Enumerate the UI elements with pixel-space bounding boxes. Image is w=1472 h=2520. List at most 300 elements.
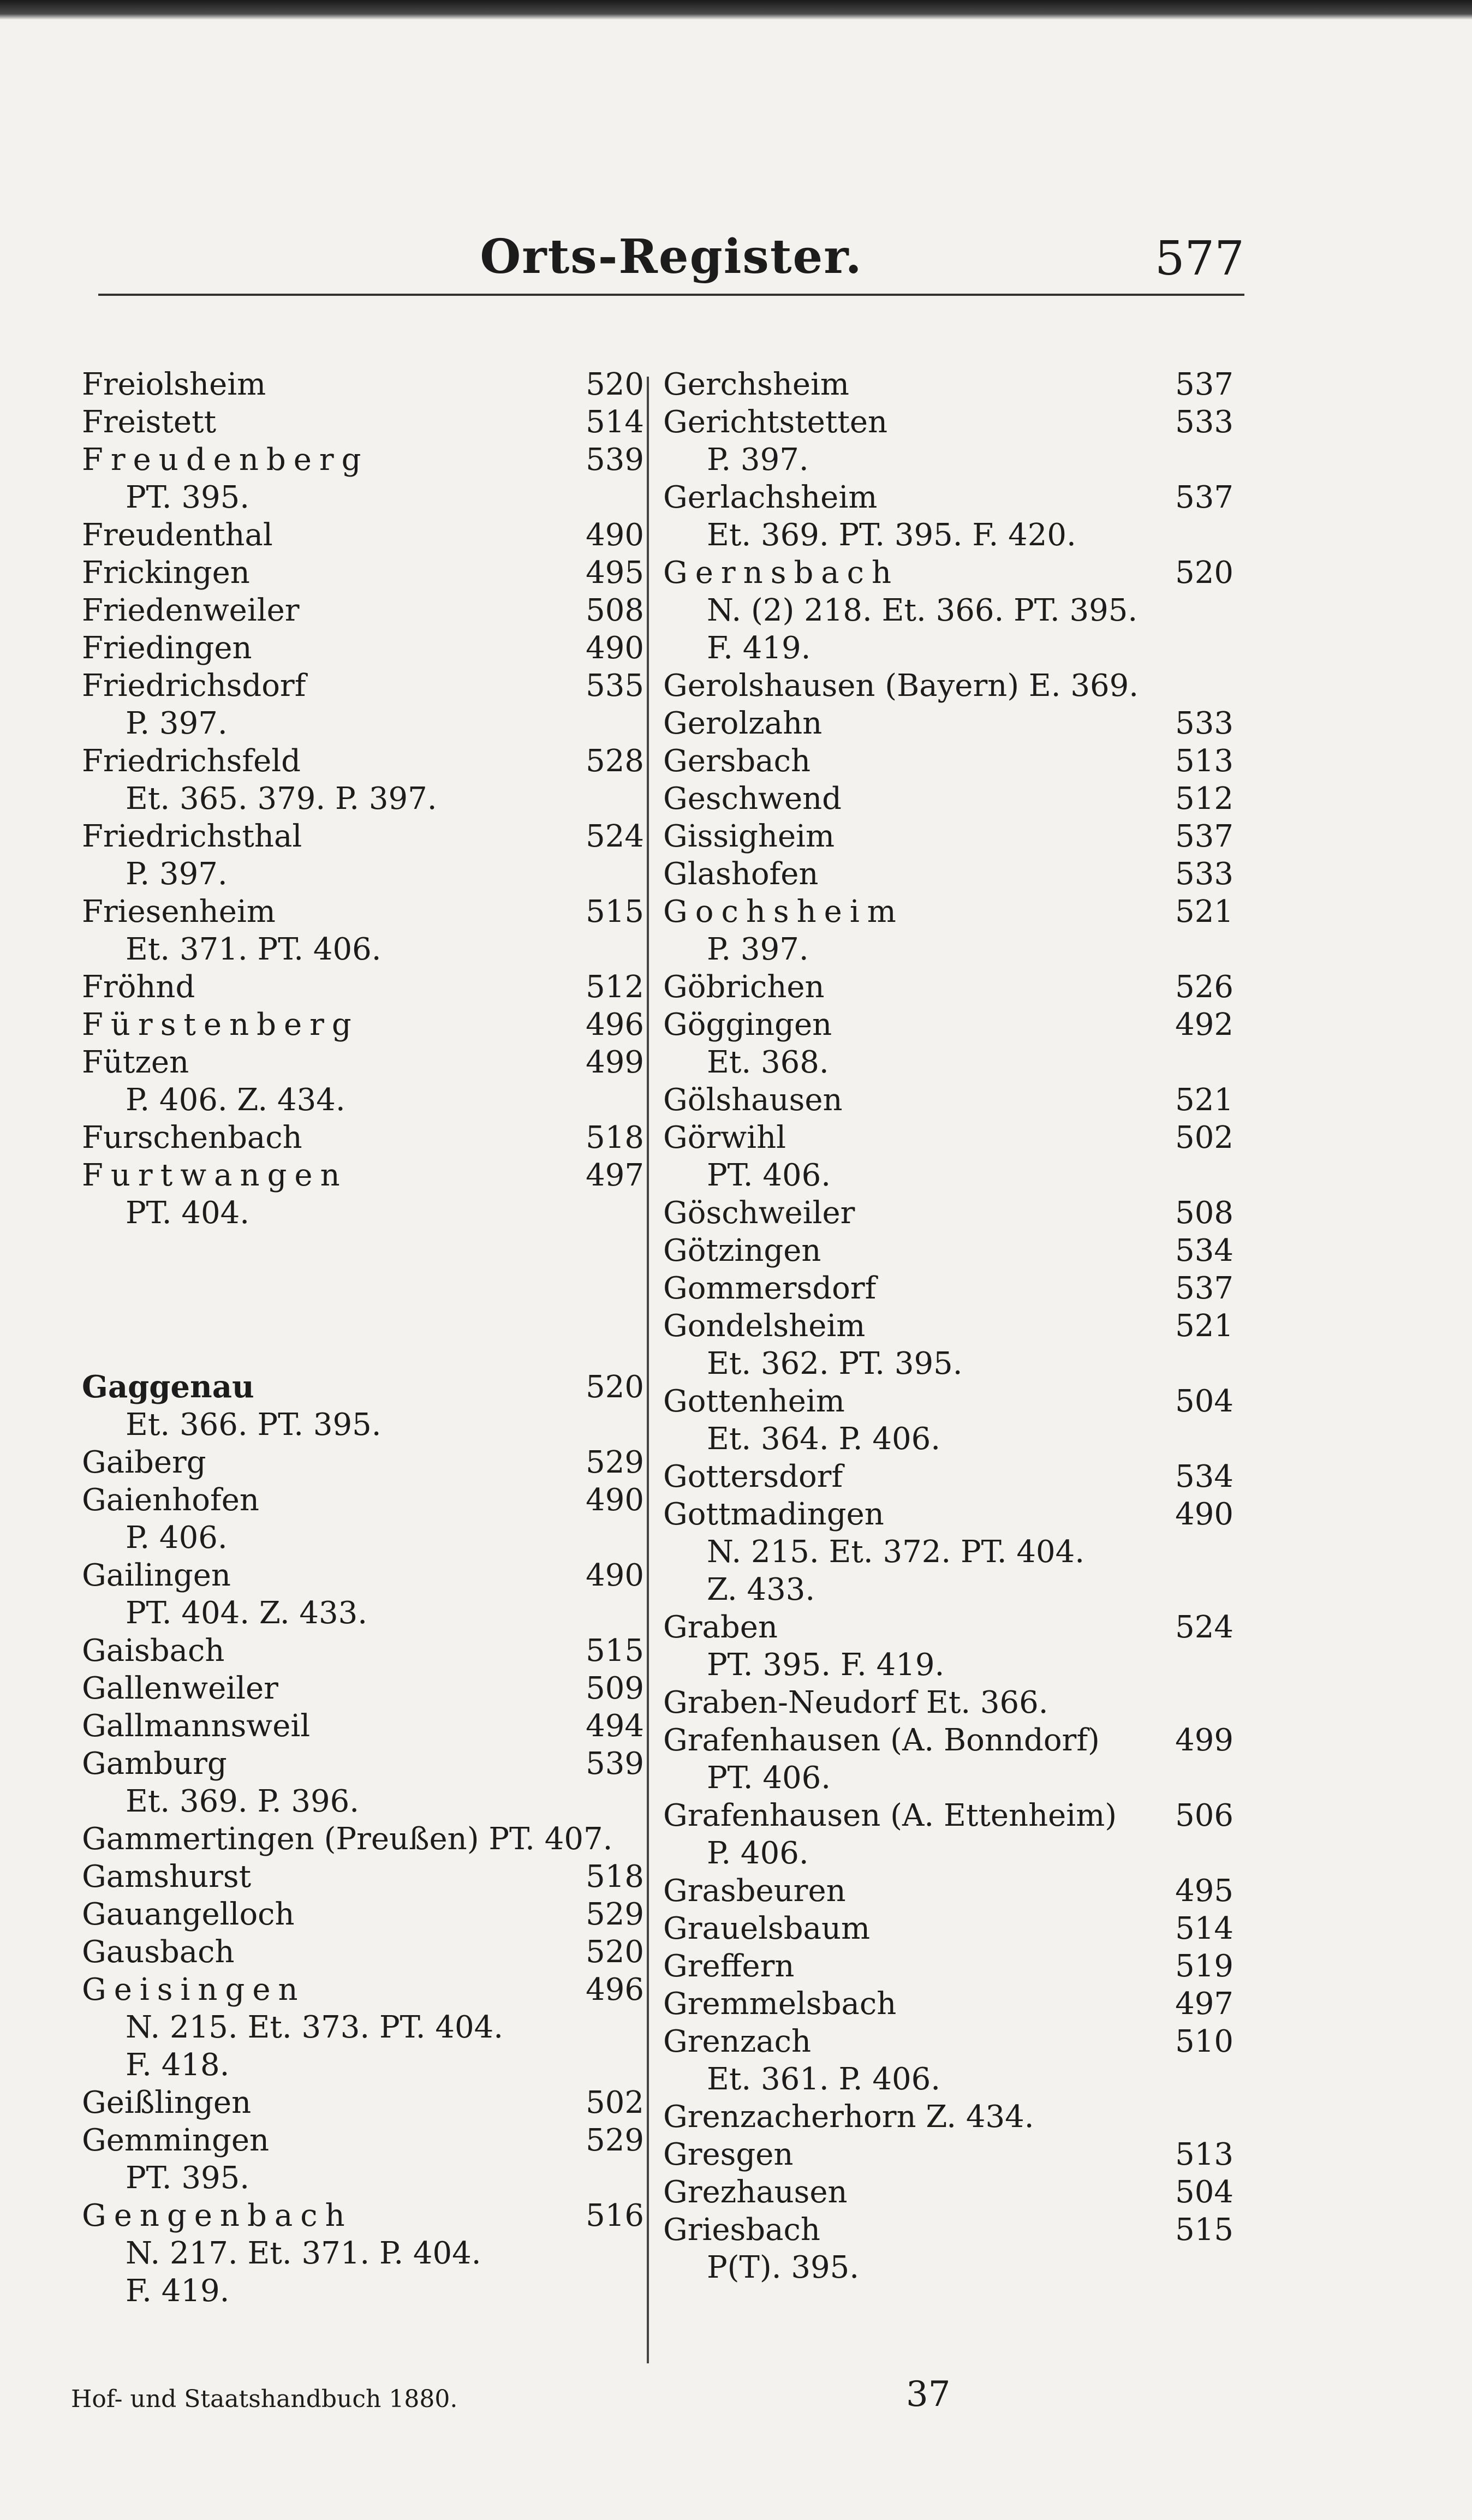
entry-line xyxy=(663,893,1233,931)
entry-line xyxy=(82,403,644,441)
index-entry xyxy=(82,1896,644,1933)
entry-line xyxy=(82,441,644,479)
entry-line xyxy=(663,1684,1233,1721)
entry-line xyxy=(663,1307,1233,1345)
place-name: Gerolshausen (Bayern) E. 369. xyxy=(663,668,1139,704)
place-name: Gamshurst xyxy=(82,1859,252,1895)
page-reference: 502 xyxy=(586,2085,644,2120)
entry-line xyxy=(663,818,1233,855)
place-name: Greffern xyxy=(663,1949,795,1984)
place-name: Freiolsheim xyxy=(82,367,266,402)
page-reference: 504 xyxy=(1175,1384,1233,1419)
index-entry xyxy=(663,667,1233,705)
entry-line xyxy=(82,2084,644,2122)
page-reference: 520 xyxy=(586,367,644,402)
place-name: Gernsbach xyxy=(663,555,899,591)
place-name: Gondelsheim xyxy=(663,1308,866,1344)
index-entry xyxy=(82,2084,644,2122)
place-name: Friedenweiler xyxy=(82,593,300,628)
place-name: Gochsheim xyxy=(663,894,904,930)
place-name: Freudenberg xyxy=(82,442,369,478)
entry-line xyxy=(82,2122,644,2159)
entry-line xyxy=(82,893,644,931)
entry-line xyxy=(663,667,1233,705)
entry-line xyxy=(82,592,644,629)
index-entry xyxy=(663,1985,1233,2023)
entry-line xyxy=(663,968,1233,1006)
page-reference: 533 xyxy=(1175,856,1233,892)
page-reference: 497 xyxy=(1175,1986,1233,2022)
place-name: Graben-Neudorf Et. 366. xyxy=(663,1685,1048,1720)
entry-line xyxy=(82,1933,644,1971)
entry-line xyxy=(82,1157,644,1194)
index-entry xyxy=(663,2211,1233,2286)
place-name: Gerchsheim xyxy=(663,367,850,402)
index-entry xyxy=(663,1496,1233,1608)
page-reference: 529 xyxy=(586,1897,644,1932)
entry-note: N. 215. Et. 372. PT. 404. xyxy=(707,1534,1085,1570)
entry-line xyxy=(663,403,1233,441)
entry-note: PT. 404. xyxy=(126,1195,250,1231)
entry-line xyxy=(82,554,644,592)
place-name: Furschenbach xyxy=(82,1120,302,1155)
index-entry xyxy=(82,893,644,968)
page-reference: 537 xyxy=(1175,1271,1233,1306)
entry-line xyxy=(663,2136,1233,2173)
entry-line xyxy=(663,1496,1233,1533)
page-reference: 519 xyxy=(1175,1949,1233,1984)
place-name: Gerichtstetten xyxy=(663,404,888,440)
page-reference: 516 xyxy=(586,2198,644,2233)
entry-line xyxy=(82,1971,644,2009)
entry-line xyxy=(663,2211,1233,2249)
entry-line xyxy=(82,1745,644,1783)
page-reference: 529 xyxy=(586,2123,644,2158)
place-name: Gottmadingen xyxy=(663,1497,884,1532)
index-entry xyxy=(663,1006,1233,1081)
section-gap xyxy=(82,1232,644,1368)
page-reference: 537 xyxy=(1175,480,1233,515)
place-name: Gölshausen xyxy=(663,1082,843,1118)
place-name: Göggingen xyxy=(663,1007,832,1042)
entry-line xyxy=(663,705,1233,742)
index-entry xyxy=(82,1670,644,1707)
index-entry xyxy=(82,2197,644,2310)
entry-line xyxy=(663,1947,1233,1985)
entry-note: F. 419. xyxy=(126,2273,230,2309)
place-name: Graben xyxy=(663,1610,778,1645)
entry-line xyxy=(82,742,644,780)
place-name: Gaiberg xyxy=(82,1445,206,1480)
index-entry xyxy=(82,1858,644,1896)
entry-note: N. 217. Et. 371. P. 404. xyxy=(126,2236,481,2271)
index-entry xyxy=(663,366,1233,403)
page-reference: 490 xyxy=(586,1482,644,1518)
entry-note: P(T). 395. xyxy=(707,2250,860,2285)
scan-edge xyxy=(0,0,1472,20)
page-reference: 506 xyxy=(1175,1798,1233,1833)
index-entry xyxy=(82,1481,644,1557)
entry-line xyxy=(663,1119,1233,1157)
place-name: Grenzach xyxy=(663,2024,812,2059)
index-entry xyxy=(663,1458,1233,1496)
index-entry xyxy=(663,554,1233,667)
index-entry xyxy=(82,1707,644,1745)
entry-note: PT. 395. F. 419. xyxy=(707,1647,945,1683)
entry-note: P. 397. xyxy=(707,442,809,478)
place-name: Gottenheim xyxy=(663,1384,845,1419)
entry-note: Et. 365. 379. P. 397. xyxy=(126,781,437,817)
page-reference: 514 xyxy=(586,404,644,440)
page-reference: 521 xyxy=(1175,1082,1233,1118)
column-divider xyxy=(647,377,649,2363)
index-entry xyxy=(663,1232,1233,1270)
place-name: Gallenweiler xyxy=(82,1671,278,1706)
entry-line xyxy=(663,742,1233,780)
place-name: Fützen xyxy=(82,1045,189,1080)
place-name: Friedrichsfeld xyxy=(82,743,301,779)
index-entry xyxy=(82,818,644,893)
place-name: Frickingen xyxy=(82,555,250,591)
entry-note: Et. 364. P. 406. xyxy=(707,1421,941,1457)
index-entry xyxy=(663,1872,1233,1910)
entry-note: Et. 361. P. 406. xyxy=(707,2062,941,2097)
entry-line xyxy=(663,1194,1233,1232)
page-reference: 528 xyxy=(586,743,644,779)
place-name: Grasbeuren xyxy=(663,1873,846,1909)
page-reference: 526 xyxy=(1175,969,1233,1005)
place-name: Gerlachsheim xyxy=(663,480,878,515)
page-reference: 492 xyxy=(1175,1007,1233,1042)
index-entry xyxy=(82,516,644,554)
place-name: Friedingen xyxy=(82,630,252,666)
index-entry xyxy=(82,968,644,1006)
entry-note: P. 406. xyxy=(126,1520,228,1556)
page-reference: 534 xyxy=(1175,1233,1233,1268)
place-name: Gausbach xyxy=(82,1934,235,1970)
place-name: Gremmelsbach xyxy=(663,1986,897,2022)
place-name: Götzingen xyxy=(663,1233,821,1268)
place-name: Grauelsbaum xyxy=(663,1911,871,1946)
place-name: Gresgen xyxy=(663,2137,794,2172)
index-entry xyxy=(82,1006,644,1044)
index-entry xyxy=(82,592,644,629)
index-entry xyxy=(663,1119,1233,1194)
place-name: Grezhausen xyxy=(663,2175,848,2210)
index-entry xyxy=(82,667,644,742)
place-name: Grafenhausen (A. Bonndorf) xyxy=(663,1723,1100,1758)
index-entry xyxy=(82,366,644,403)
place-name: Grenzacherhorn Z. 434. xyxy=(663,2099,1034,2135)
page-reference: 513 xyxy=(1175,743,1233,779)
entry-line xyxy=(82,818,644,855)
page-reference: 490 xyxy=(586,630,644,666)
index-entry xyxy=(663,855,1233,893)
entry-line xyxy=(82,1444,644,1481)
index-entry xyxy=(82,1119,644,1157)
place-name: Gallmannsweil xyxy=(82,1708,311,1744)
page-reference: 521 xyxy=(1175,1308,1233,1344)
entry-line xyxy=(82,1481,644,1519)
footer-imprint: Hof- und Staatshandbuch 1880. xyxy=(71,2385,458,2413)
index-entry xyxy=(663,742,1233,780)
index-entry xyxy=(663,479,1233,554)
entry-note: PT. 406. xyxy=(707,1158,831,1193)
index-entry xyxy=(82,554,644,592)
place-name: Furtwangen xyxy=(82,1158,348,1193)
entry-line xyxy=(663,1721,1233,1759)
page-reference: 539 xyxy=(586,442,644,478)
index-entry xyxy=(663,2136,1233,2173)
entry-note: P. 397. xyxy=(126,856,228,892)
place-name: Griesbach xyxy=(663,2212,820,2248)
entry-line xyxy=(663,855,1233,893)
entry-note: PT. 406. xyxy=(707,1760,831,1796)
index-entry xyxy=(663,1797,1233,1872)
header-rule xyxy=(98,294,1244,296)
place-name: Fröhnd xyxy=(82,969,195,1005)
page-reference: 495 xyxy=(1175,1873,1233,1909)
page-reference: 494 xyxy=(586,1708,644,1744)
place-name: Gammertingen (Preußen) PT. 407. xyxy=(82,1821,613,1857)
place-name: Gemmingen xyxy=(82,2123,270,2158)
page-reference: 513 xyxy=(1175,2137,1233,2172)
index-entry xyxy=(663,1307,1233,1383)
entry-note: Et. 369. P. 396. xyxy=(126,1784,360,1819)
entry-note: F. 418. xyxy=(126,2047,230,2083)
page-reference: 496 xyxy=(586,1972,644,2007)
page-reference: 490 xyxy=(586,517,644,553)
page-reference: 512 xyxy=(586,969,644,1005)
entry-note: PT. 404. Z. 433. xyxy=(126,1595,368,1631)
page-reference: 509 xyxy=(586,1671,644,1706)
place-name: Gissigheim xyxy=(663,819,835,854)
page-reference: 533 xyxy=(1175,404,1233,440)
entry-line xyxy=(663,1383,1233,1420)
page-reference: 495 xyxy=(586,555,644,591)
page-reference: 537 xyxy=(1175,819,1233,854)
index-entry xyxy=(82,1971,644,2084)
place-name: Gaienhofen xyxy=(82,1482,259,1518)
entry-note: P. 397. xyxy=(707,932,809,967)
entry-note: Et. 371. PT. 406. xyxy=(126,932,382,967)
entry-line xyxy=(663,2173,1233,2211)
entry-line xyxy=(82,1707,644,1745)
page-reference: 502 xyxy=(1175,1120,1233,1155)
page-reference: 515 xyxy=(586,1633,644,1669)
index-entry xyxy=(663,1947,1233,1985)
entry-note: PT. 395. xyxy=(126,480,250,515)
entry-line xyxy=(663,1270,1233,1307)
page-reference: 524 xyxy=(1175,1610,1233,1645)
entry-line xyxy=(663,366,1233,403)
entry-line xyxy=(663,1458,1233,1496)
place-name: Gauangelloch xyxy=(82,1897,295,1932)
page-reference: 524 xyxy=(586,819,644,854)
place-name: Gengenbach xyxy=(82,2198,353,2233)
place-name: Gaggenau xyxy=(82,1369,254,1405)
entry-line xyxy=(663,479,1233,516)
entry-note: Et. 369. PT. 395. F. 420. xyxy=(707,517,1076,553)
entry-note: P. 397. xyxy=(126,706,228,741)
index-entry xyxy=(82,1368,644,1444)
entry-line xyxy=(82,1119,644,1157)
place-name: Geisingen xyxy=(82,1972,306,2007)
entry-note: Z. 433. xyxy=(707,1572,815,1607)
entry-line xyxy=(82,968,644,1006)
page-reference: 510 xyxy=(1175,2024,1233,2059)
page-reference: 537 xyxy=(1175,367,1233,402)
entry-note: P. 406. xyxy=(707,1836,809,1871)
entry-line xyxy=(82,1670,644,1707)
index-entry xyxy=(663,2173,1233,2211)
place-name: Görwihl xyxy=(663,1120,786,1155)
entry-line xyxy=(663,554,1233,592)
page-reference: 499 xyxy=(586,1045,644,1080)
index-entry xyxy=(663,2098,1233,2136)
entry-note: F. 419. xyxy=(707,630,811,666)
index-entry xyxy=(663,1910,1233,1947)
index-entry xyxy=(663,1608,1233,1684)
place-name: Gerolzahn xyxy=(663,706,823,741)
entry-line xyxy=(82,366,644,403)
page-reference: 518 xyxy=(586,1859,644,1895)
page-reference: 520 xyxy=(1175,555,1233,591)
entry-line xyxy=(663,1985,1233,2023)
index-entry xyxy=(82,1745,644,1820)
page-reference: 490 xyxy=(1175,1497,1233,1532)
index-entry xyxy=(663,705,1233,742)
entry-note: Et. 366. PT. 395. xyxy=(126,1407,382,1443)
index-entry xyxy=(663,2023,1233,2098)
index-entry xyxy=(663,1383,1233,1458)
entry-line xyxy=(82,667,644,705)
page-reference: 508 xyxy=(586,593,644,628)
page-reference: 512 xyxy=(1175,781,1233,817)
entry-line xyxy=(663,2098,1233,2136)
page-reference: 529 xyxy=(586,1445,644,1480)
place-name: Gamburg xyxy=(82,1746,227,1782)
index-entry xyxy=(82,403,644,441)
entry-line xyxy=(82,1368,644,1406)
page-reference: 490 xyxy=(586,1558,644,1593)
page-reference: 518 xyxy=(586,1120,644,1155)
place-name: Friedrichsthal xyxy=(82,819,302,854)
entry-line xyxy=(663,780,1233,818)
index-entry xyxy=(663,1721,1233,1797)
place-name: Friedrichsdorf xyxy=(82,668,306,704)
page-reference: 504 xyxy=(1175,2175,1233,2210)
place-name: Gommersdorf xyxy=(663,1271,877,1306)
index-entry xyxy=(663,968,1233,1006)
index-entry xyxy=(82,1632,644,1670)
entry-line xyxy=(82,2197,644,2235)
index-entry xyxy=(82,1820,644,1858)
index-entry xyxy=(663,1194,1233,1232)
entry-line xyxy=(82,1044,644,1081)
place-name: Friesenheim xyxy=(82,894,276,930)
entry-note: P. 406. Z. 434. xyxy=(126,1082,345,1118)
place-name: Grafenhausen (A. Ettenheim) xyxy=(663,1798,1117,1833)
entry-line xyxy=(82,1006,644,1044)
index-entry xyxy=(82,629,644,667)
entry-line xyxy=(663,1797,1233,1834)
index-entry xyxy=(82,1444,644,1481)
index-entry xyxy=(82,1933,644,1971)
page-title: Orts-Register. xyxy=(480,229,863,284)
entry-line xyxy=(663,1081,1233,1119)
page-header xyxy=(98,229,1244,300)
page-footer xyxy=(71,2374,1217,2429)
page-reference: 497 xyxy=(586,1158,644,1193)
entry-note: N. (2) 218. Et. 366. PT. 395. xyxy=(707,593,1138,628)
entry-line xyxy=(663,1872,1233,1910)
page-reference: 499 xyxy=(1175,1723,1233,1758)
index-entry xyxy=(663,818,1233,855)
entry-note: Et. 368. xyxy=(707,1045,829,1080)
page-reference: 515 xyxy=(586,894,644,930)
right-column xyxy=(663,366,1233,2286)
page-reference: 508 xyxy=(1175,1195,1233,1231)
index-entry xyxy=(82,742,644,818)
entry-line xyxy=(663,1910,1233,1947)
index-entry xyxy=(663,893,1233,968)
place-name: Fürstenberg xyxy=(82,1007,359,1042)
entry-line xyxy=(82,1557,644,1594)
place-name: Freistett xyxy=(82,404,217,440)
entry-note: Et. 362. PT. 395. xyxy=(707,1346,963,1381)
place-name: Geißlingen xyxy=(82,2085,252,2120)
page-reference: 520 xyxy=(586,1369,644,1405)
index-entry xyxy=(663,403,1233,479)
place-name: Glashofen xyxy=(663,856,819,892)
entry-line xyxy=(82,1896,644,1933)
place-name: Gaisbach xyxy=(82,1633,225,1669)
page-reference: 539 xyxy=(586,1746,644,1782)
index-entry xyxy=(663,780,1233,818)
index-entry xyxy=(82,441,644,516)
index-entry xyxy=(82,1157,644,1232)
page-reference: 533 xyxy=(1175,706,1233,741)
place-name: Gailingen xyxy=(82,1558,231,1593)
entry-line xyxy=(663,1608,1233,1646)
entry-line xyxy=(82,629,644,667)
place-name: Göbrichen xyxy=(663,969,825,1005)
signature-mark: 37 xyxy=(906,2374,951,2415)
page-reference: 520 xyxy=(586,1934,644,1970)
left-column xyxy=(82,366,644,2310)
page-reference: 534 xyxy=(1175,1459,1233,1494)
place-name: Gottersdorf xyxy=(663,1459,843,1494)
entry-line xyxy=(663,1232,1233,1270)
place-name: Geschwend xyxy=(663,781,842,817)
place-name: Freudenthal xyxy=(82,517,273,553)
index-entry xyxy=(82,1557,644,1632)
place-name: Gersbach xyxy=(663,743,811,779)
entry-line xyxy=(82,1632,644,1670)
entry-line xyxy=(663,2023,1233,2060)
index-entry xyxy=(663,1081,1233,1119)
page-reference: 521 xyxy=(1175,894,1233,930)
page-reference: 514 xyxy=(1175,1911,1233,1946)
page-reference: 515 xyxy=(1175,2212,1233,2248)
entry-line xyxy=(82,1820,644,1858)
entry-line xyxy=(82,516,644,554)
page-reference: 496 xyxy=(586,1007,644,1042)
entry-note: PT. 395. xyxy=(126,2160,250,2196)
entry-line xyxy=(82,1858,644,1896)
index-entry xyxy=(663,1684,1233,1721)
